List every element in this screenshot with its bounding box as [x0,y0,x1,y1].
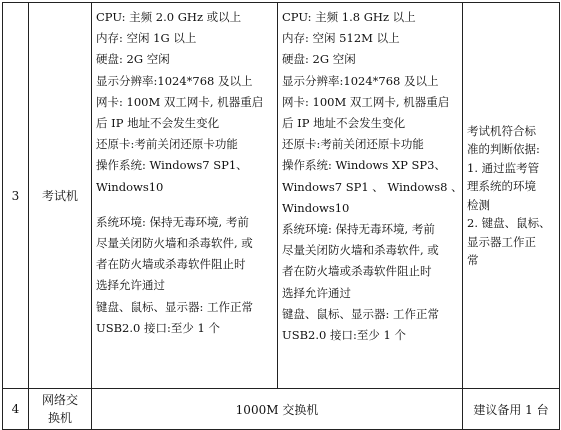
config-line: 还原卡:考前关闭还原卡功能 [96,137,238,152]
table-row-exam-machine [3,3,560,389]
config-line: 网卡: 100M 双工网卡, 机器重启 [96,94,264,109]
config-line: 显示分辨率:1024*768 及以上 [282,73,439,88]
note-line: 准的判断依据: [467,142,540,156]
config-line: 键盘、鼠标、显示器: 工作正常 [96,299,254,314]
minimum-config-hardware [282,7,463,219]
config-line: 者在防火墙或杀毒软件阻止时 [282,264,432,279]
config-line: 内存: 空闲 512M 以上 [282,31,400,46]
config-line: 尽量关闭防火墙和杀毒软件, 或 [96,236,253,251]
config-line: Windows7 SP1 、 Windows8 、 [282,179,463,194]
note-line: 理系统的环境 [467,179,536,193]
recommended-config-environment [96,212,273,339]
config-line: 选择允许通过 [282,285,351,300]
minimum-config-cell [278,3,463,389]
config-line: 后 IP 地址不会发生变化 [282,116,406,131]
config-line: CPU: 主频 2.0 GHz 或以上 [96,10,242,24]
config-line: Windows10 [282,200,350,215]
note-line: 2. 键盘、鼠标、 [467,216,551,230]
config-line: 硬盘: 2G 空闲 [282,52,356,67]
config-line: 内存: 空闲 1G 以上 [96,31,197,46]
config-line: 键盘、鼠标、显示器: 工作正常 [282,306,440,321]
item-name: 考试机 [29,3,92,389]
note-line: 显示器工作正 [467,234,536,249]
config-line: 操作系统: Windows7 SP1、 [96,158,248,173]
spacer [96,198,273,212]
config-line: 系统环境: 保持无毒环境, 考前 [282,222,435,237]
row-number: 4 [3,389,29,430]
config-line: Windows10 [96,179,164,194]
config-line: 后 IP 地址不会发生变化 [96,116,220,131]
config-line: 者在防火墙或杀毒软件阻止时 [96,257,246,272]
config-line: 操作系统: Windows XP SP3、 [282,158,446,173]
note-line: 检测 [467,197,490,212]
equipment-spec-table [2,2,560,430]
config-line: 选择允许通过 [96,278,165,293]
table-row-network-switch [3,389,560,430]
item-name [29,389,92,430]
config-line: 硬盘: 2G 空闲 [96,52,170,67]
config-line: CPU: 主频 1.8 GHz 以上 [282,10,416,24]
config-line: USB2.0 接口:至少 1 个 [96,320,220,335]
item-name-line: 换机 [47,411,72,425]
recommended-config-cell [92,3,278,389]
config-line: 还原卡:考前关闭还原卡功能 [282,137,424,152]
recommended-config-hardware [96,7,273,198]
judgement-note-cell [463,3,560,389]
config-line: 网卡: 100M 双工网卡, 机器重启 [282,94,450,109]
switch-note: 建议备用 1 台 [463,389,560,430]
config-line: 显示分辨率:1024*768 及以上 [96,73,253,88]
config-line: 系统环境: 保持无毒环境, 考前 [96,214,249,229]
switch-spec: 1000M 交换机 [92,389,463,430]
note-line: 常 [467,253,479,267]
note-line: 1. 通过监考管 [467,160,540,175]
note-line: 考试机符合标 [467,123,536,138]
minimum-config-environment [282,219,458,346]
config-line: USB2.0 接口:至少 1 个 [282,328,406,343]
row-number: 3 [3,3,29,389]
config-line: 尽量关闭防火墙和杀毒软件, 或 [282,243,439,258]
item-name-line: 网络交 [41,393,78,407]
